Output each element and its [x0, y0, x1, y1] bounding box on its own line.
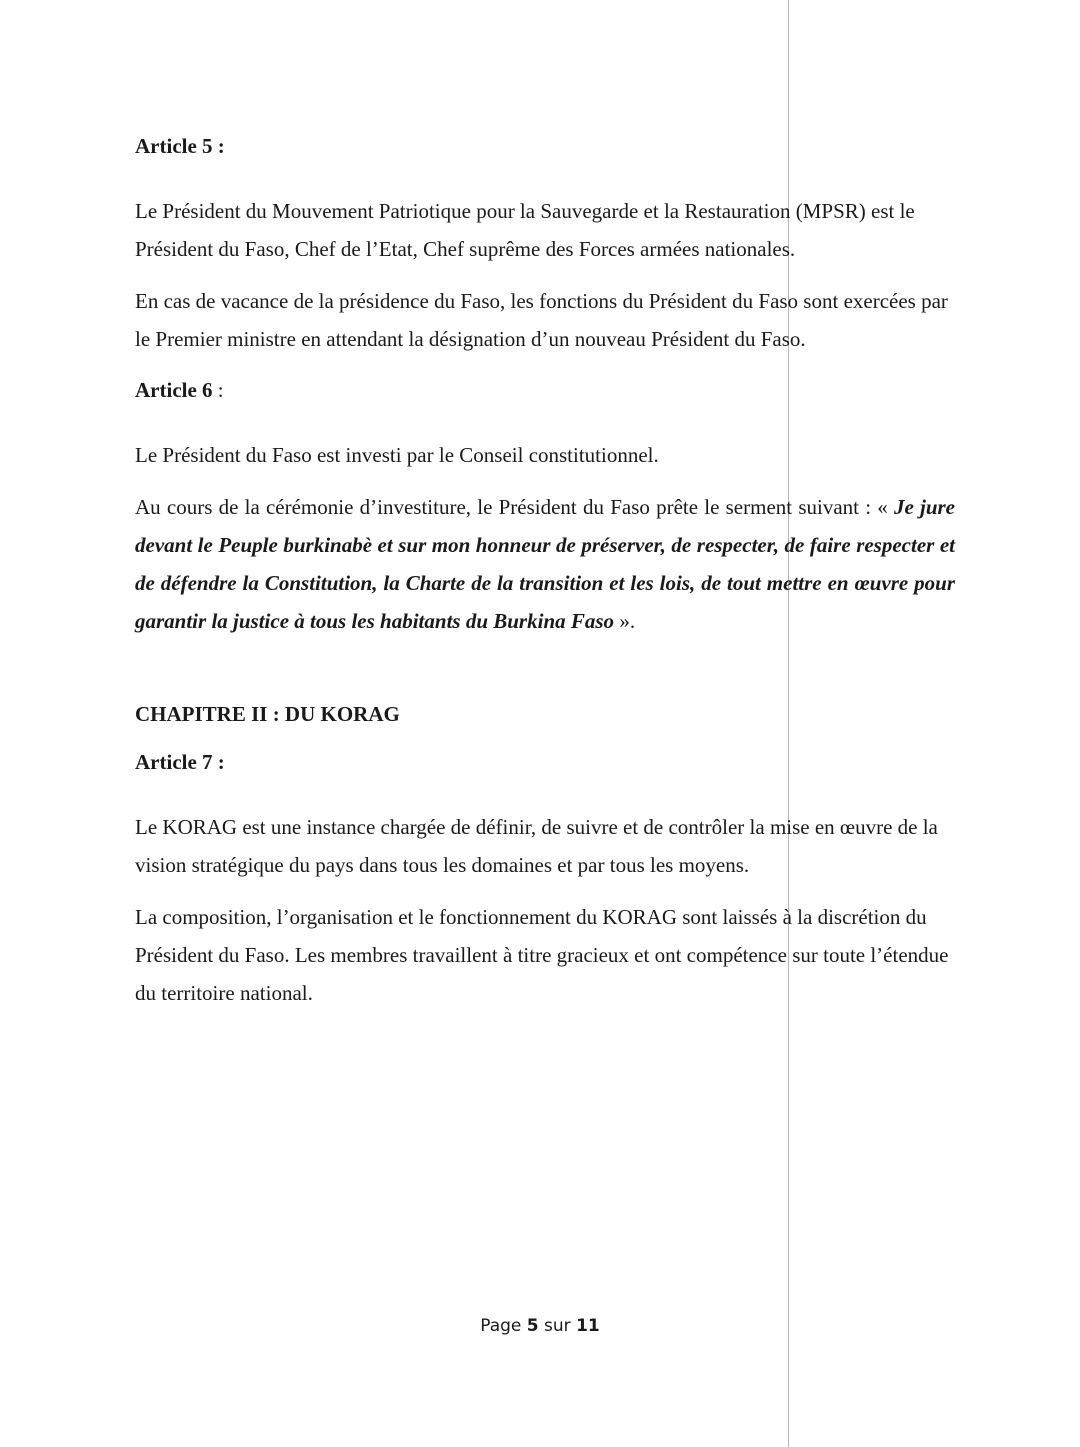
article-5-paragraph-1: Le Président du Mouvement Patriotique pour la Sauvegarde et la Restauration (MPSR) est le Président du Faso, Chef de l’Etat, Chef suprême des Forces armées nationales. — [135, 199, 915, 261]
oath-intro: Au cours de la cérémonie d’investiture, le Président du Faso prête le serment suivant : « — [135, 495, 894, 519]
article-5-title: Article 5 — [135, 134, 213, 158]
chapter-2-title: CHAPITRE II : DU KORAG — [135, 702, 400, 726]
article-6-title: Article 6 — [135, 378, 213, 402]
article-5-heading — [135, 128, 955, 164]
page-footer — [0, 1316, 1080, 1336]
article-5-colon: : — [212, 134, 225, 158]
article-7-paragraph-2: La composition, l’organisation et le fonctionnement du KORAG sont laissés à la discrétion du Président du Faso. Les membres travaillent à titre gracieux et ont compétence sur toute l’étendue du territoire national. — [135, 905, 949, 1005]
page-label: Page — [480, 1316, 522, 1336]
article-7-heading — [135, 744, 955, 780]
article-6-heading — [135, 372, 955, 408]
article-6-paragraph-2 — [135, 488, 955, 640]
of-label: sur — [544, 1316, 571, 1336]
oath-text: Je jure devant le Peuple burkinabè et sur mon honneur de préserver, de respecter, de faire respecter et de défendre la Constitution, la Charte de la transition et les lois, de tout mettre en œuvre pour garantir la justice à tous les habitants du Burkina Faso — [135, 495, 955, 633]
article-6-paragraph-1: Le Président du Faso est investi par le Conseil constitutionnel. — [135, 443, 659, 467]
oath-close: ». — [614, 609, 636, 633]
total-pages: 11 — [576, 1316, 600, 1336]
document-body — [135, 128, 955, 1026]
page-number: 5 — [526, 1316, 539, 1336]
article-7-colon: : — [212, 750, 225, 774]
article-5-paragraph-2: En cas de vacance de la présidence du Faso, les fonctions du Président du Faso sont exercées par le Premier ministre en attendant la désignation d’un nouveau Président du Faso. — [135, 289, 948, 351]
article-7-title: Article 7 — [135, 750, 213, 774]
article-7-paragraph-1: Le KORAG est une instance chargée de définir, de suivre et de contrôler la mise en œuvre de la vision stratégique du pays dans tous les domaines et par tous les moyens. — [135, 815, 938, 877]
article-6-colon: : — [212, 378, 224, 402]
